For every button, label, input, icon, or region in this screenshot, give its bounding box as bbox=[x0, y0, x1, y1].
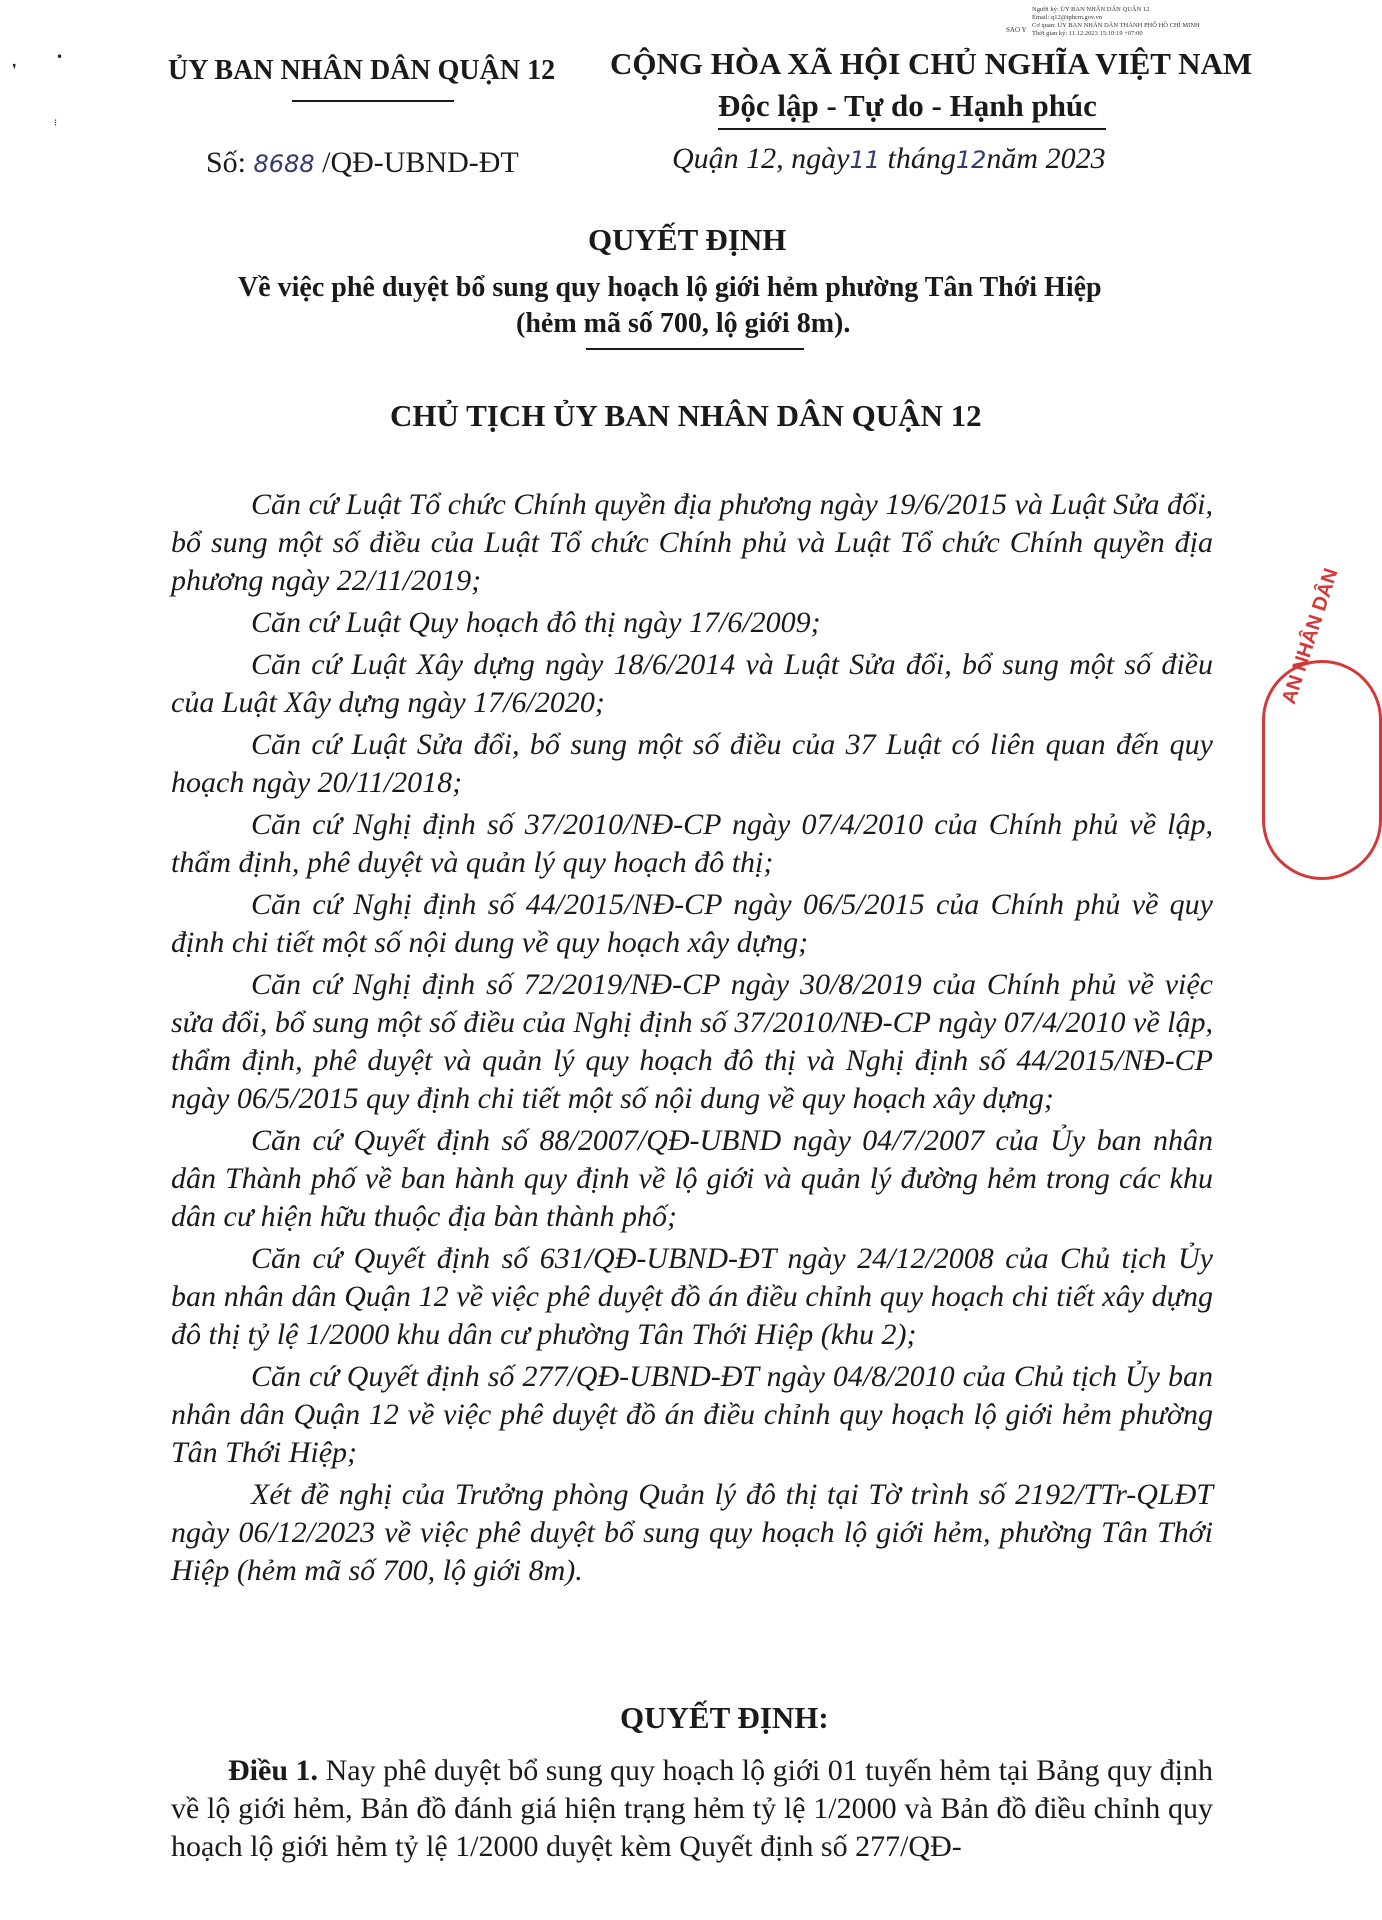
scan-speck: • bbox=[56, 50, 64, 64]
document-number bbox=[206, 146, 519, 180]
scan-speck: ❜ bbox=[12, 62, 17, 78]
legal-basis-item: Căn cứ Nghị định số 72/2019/NĐ-CP ngày 30/8/2019 của Chính phủ về việc sửa đổi, bổ sung một số điều của Nghị định số 37/2010/NĐ-CP ngày 07/4/2010 về lập, thẩm định, phê duyệt và quản lý quy hoạch đô thị và Nghị định số 44/2015/NĐ-CP ngày 06/5/2015 quy định chi tiết một số nội dung về quy hoạch xây dựng; bbox=[171, 968, 1213, 1115]
national-title: CỘNG HÒA XÃ HỘI CHỦ NGHĨA VIỆT NAM bbox=[610, 46, 1253, 81]
decision-heading: QUYẾT ĐỊNH: bbox=[620, 1700, 829, 1735]
signature-organization: Cơ quan: ỦY BAN NHÂN DÂN THÀNH PHỐ HỒ CHÍ MINH bbox=[1032, 22, 1200, 29]
legal-bases bbox=[171, 486, 1213, 1594]
legal-basis-item: Căn cứ Nghị định số 44/2015/NĐ-CP ngày 06/5/2015 của Chính phủ về quy định chi tiết một số nội dung về quy hoạch xây dựng; bbox=[171, 888, 1213, 959]
subtitle-underline bbox=[586, 348, 804, 350]
legal-basis-item: Căn cứ Luật Sửa đổi, bổ sung một số điều của 37 Luật có liên quan đến quy hoạch ngày 20/11/2018; bbox=[171, 728, 1213, 799]
stamp-text: AN NHÂN DÂN bbox=[1278, 565, 1343, 707]
issuing-authority: CHỦ TỊCH ỦY BAN NHÂN DÂN QUẬN 12 bbox=[390, 398, 982, 433]
scan-speck: ⁝ bbox=[54, 118, 58, 129]
article-label: Điều 1. bbox=[228, 1754, 319, 1787]
month-label: tháng bbox=[887, 142, 956, 175]
place-label: Quận 12, ngày bbox=[672, 142, 850, 175]
signature-email: Email: q12@tphcm.gov.vn bbox=[1032, 14, 1103, 21]
legal-basis-item: Căn cứ Quyết định số 88/2007/QĐ-UBND ngày 04/7/2007 của Ủy ban nhân dân Thành phố về ban hành quy định về lộ giới và quản lý đường hẻm trong các khu dân cư hiện hữu thuộc địa bàn thành phố; bbox=[171, 1124, 1213, 1233]
legal-basis-item: Căn cứ Luật Quy hoạch đô thị ngày 17/6/2009; bbox=[251, 606, 821, 639]
place-and-date bbox=[672, 142, 1106, 176]
legal-basis-item: Xét đề nghị của Trưởng phòng Quản lý đô thị tại Tờ trình số 2192/TTr-QLĐT ngày 06/12/2023 về việc phê duyệt bổ sung quy hoạch lộ giới hẻm, phường Tân Thới Hiệp (hẻm mã số 700, lộ giới 8m). bbox=[171, 1478, 1213, 1587]
motto-underline bbox=[718, 128, 1106, 130]
number-code: /QĐ-UBND-ĐT bbox=[322, 146, 519, 179]
legal-basis-item: Căn cứ Quyết định số 631/QĐ-UBND-ĐT ngày 24/12/2008 của Chủ tịch Ủy ban nhân dân Quận 12 về việc phê duyệt đồ án điều chỉnh quy hoạch chi tiết xây dựng đô thị tỷ lệ 1/2000 khu dân cư phường Tân Thới Hiệp (khu 2); bbox=[171, 1242, 1213, 1351]
document-subtitle-line1: Về việc phê duyệt bổ sung quy hoạch lộ giới hẻm phường Tân Thới Hiệp bbox=[238, 272, 1102, 303]
signature-signer: Người ký: ỦY BAN NHÂN DÂN QUẬN 12 bbox=[1032, 6, 1150, 13]
year-label: năm 2023 bbox=[986, 142, 1106, 175]
handwritten-month: 12 bbox=[955, 146, 987, 174]
digital-signature-info bbox=[1006, 6, 1200, 38]
handwritten-number: 8688 bbox=[253, 150, 315, 178]
legal-basis-item: Căn cứ Luật Tổ chức Chính quyền địa phương ngày 19/6/2015 và Luật Sửa đổi, bổ sung một số điều của Luật Tổ chức Chính phủ và Luật Tổ chức Chính quyền địa phương ngày 22/11/2019; bbox=[171, 488, 1213, 597]
legal-basis-item: Căn cứ Quyết định số 277/QĐ-UBND-ĐT ngày 04/8/2010 của Chủ tịch Ủy ban nhân dân Quận 12 về việc phê duyệt đồ án điều chỉnh quy hoạch lộ giới hẻm phường Tân Thới Hiệp; bbox=[171, 1360, 1213, 1469]
national-motto: Độc lập - Tự do - Hạnh phúc bbox=[718, 88, 1097, 123]
issuing-agency: ỦY BAN NHÂN DÂN QUẬN 12 bbox=[168, 55, 556, 86]
document-title: QUYẾT ĐỊNH bbox=[588, 222, 787, 257]
legal-basis-item: Căn cứ Luật Xây dựng ngày 18/6/2014 và Luật Sửa đổi, bổ sung một số điều của Luật Xây dựng ngày 17/6/2020; bbox=[171, 648, 1213, 719]
sao-y-label: SAO Y bbox=[1006, 26, 1027, 34]
legal-basis-item: Căn cứ Nghị định số 37/2010/NĐ-CP ngày 07/4/2010 của Chính phủ về lập, thẩm định, phê duyệt và quản lý quy hoạch đô thị; bbox=[171, 808, 1213, 879]
handwritten-day: 11 bbox=[849, 146, 881, 174]
signature-time: Thời gian ký: 11.12.2023 15:10:19 +07:00 bbox=[1032, 30, 1143, 37]
document-subtitle-line2: (hẻm mã số 700, lộ giới 8m). bbox=[516, 308, 851, 339]
decision-article-1 bbox=[171, 1752, 1213, 1870]
article-text: Nay phê duyệt bổ sung quy hoạch lộ giới 01 tuyến hẻm tại Bảng quy định về lộ giới hẻm, Bản đồ đánh giá hiện trạng hẻm tỷ lệ 1/2000 và Bản đồ điều chỉnh quy hoạch lộ giới hẻm tỷ lệ 1/2000 duyệt kèm Quyết định số 277/QĐ- bbox=[171, 1754, 1213, 1863]
number-label: Số: bbox=[206, 146, 247, 179]
agency-underline bbox=[292, 100, 454, 102]
